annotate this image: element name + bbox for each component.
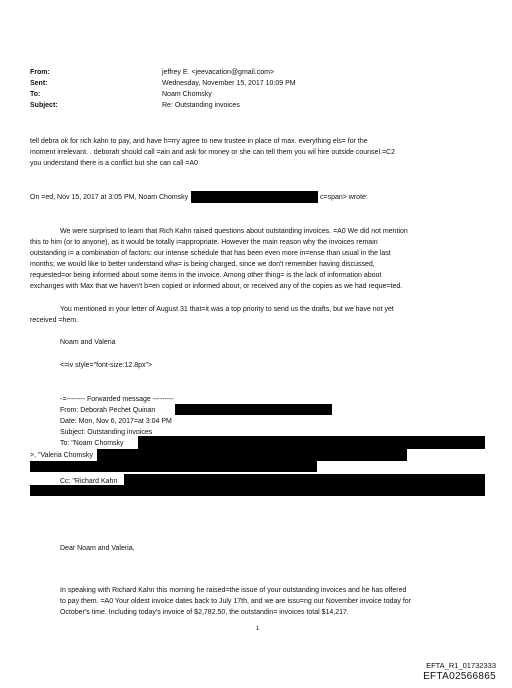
redaction-bar (191, 191, 318, 203)
forwarded-cc: Cc: "Richard Kahn (60, 478, 118, 485)
reply-line-2: moment irrelevant. . deborah should call =ain and ask for money or she can tell them you wil hire outside counsel.=C2 (30, 149, 395, 156)
letter-salutation: Dear Noam and Valeria, (60, 545, 135, 552)
sent-label: Sent: (30, 80, 48, 87)
subject-label: Subject: (30, 102, 58, 109)
signoff: Noam and Valeria (60, 339, 116, 346)
footer-id-primary: EFTA_R1_01732333 (426, 661, 496, 670)
forwarded-date: Date: Mon, Nov 6, 2017=at 3:04 PM (60, 418, 172, 425)
to-value: Noam Chomsky (162, 91, 212, 98)
quoted-line: received =hem. (30, 317, 79, 324)
from-label: From: (30, 69, 50, 76)
quoted-line: requested=or being informed about some items in the invoice. Among other thing= is the lack of information about (30, 272, 382, 279)
redaction-bar (175, 404, 332, 415)
quoted-line: You mentioned in your letter of August 31 that=it was a top priority to send us the drafts, but we have not yet (60, 306, 394, 313)
quoted-line: exchanges with Max that we haven't b=en copied or informed about, or received any of the copies as we had reque=ted. (30, 283, 403, 290)
quoted-line: outstanding i= a combination of factors: our intense schedule that has been even more in=ense than usual in the last (30, 250, 391, 257)
redaction-bar (30, 485, 485, 496)
footer-id-secondary: EFTA02566865 (423, 671, 496, 682)
letter-line: In speaking with Richard Kahn this morning he raised=the issue of your outstanding invoices and he has offered (60, 587, 407, 594)
redaction-bar (30, 461, 317, 472)
quoted-line: We were surprised to learn that Rich Kahn raised questions about outstanding invoices. =A0 We did not mention (60, 228, 408, 235)
sent-value: Wednesday, November 15, 2017 10:09 PM (162, 80, 296, 87)
quoted-line: months; we would like to better understand wha= is being charged, since we don't remember having discussed, (30, 261, 375, 268)
page-number: 1 (256, 626, 260, 632)
redaction-bar (138, 436, 485, 449)
forwarded-from: From: Deborah Pechet Quinan (60, 407, 156, 414)
forwarded-subject: Subject: Outstanding invoices (60, 429, 153, 436)
forwarded-to-cont: >, "Valeria Chomsky (30, 452, 93, 459)
forwarded-marker: -=-------- Forwarded message --------- (60, 396, 174, 403)
quoted-line: this to him (or to anyone), as it would be totally i=appropriate. However the main reason why the invoices remain (30, 239, 378, 246)
reply-line-3: you understand there is a conflict but she can call =A0 (30, 160, 198, 167)
forwarded-to: To: "Noam Chomsky (60, 440, 124, 447)
redaction-bar (97, 449, 407, 461)
quote-intro-left: On =ed, Nov 15, 2017 at 3:05 PM, Noam Chomsky (30, 194, 189, 201)
letter-line: to pay them. =A0 Your oldest invoice dates back to July 17th, and we are issu=ng our November invoice today for (60, 598, 411, 605)
from-value: jeffrey E. <jeevacation@gmail.com> (162, 69, 275, 76)
to-label: To: (30, 91, 41, 98)
quote-intro-right: c=span> wrote: (320, 194, 368, 201)
subject-value: Re: Outstanding invoices (162, 102, 240, 109)
letter-line: October's time. Including today's invoice of $2,782.50, the outstandin= invoices total $14,217. (60, 609, 349, 616)
html-artifact-line: <=iv style="font-size:12.8px"> (60, 362, 153, 369)
reply-line-1: tell debra ok for rich kahn to pay, and have h=rry agree to new trustee in place of max. everything els= for the (30, 138, 368, 145)
